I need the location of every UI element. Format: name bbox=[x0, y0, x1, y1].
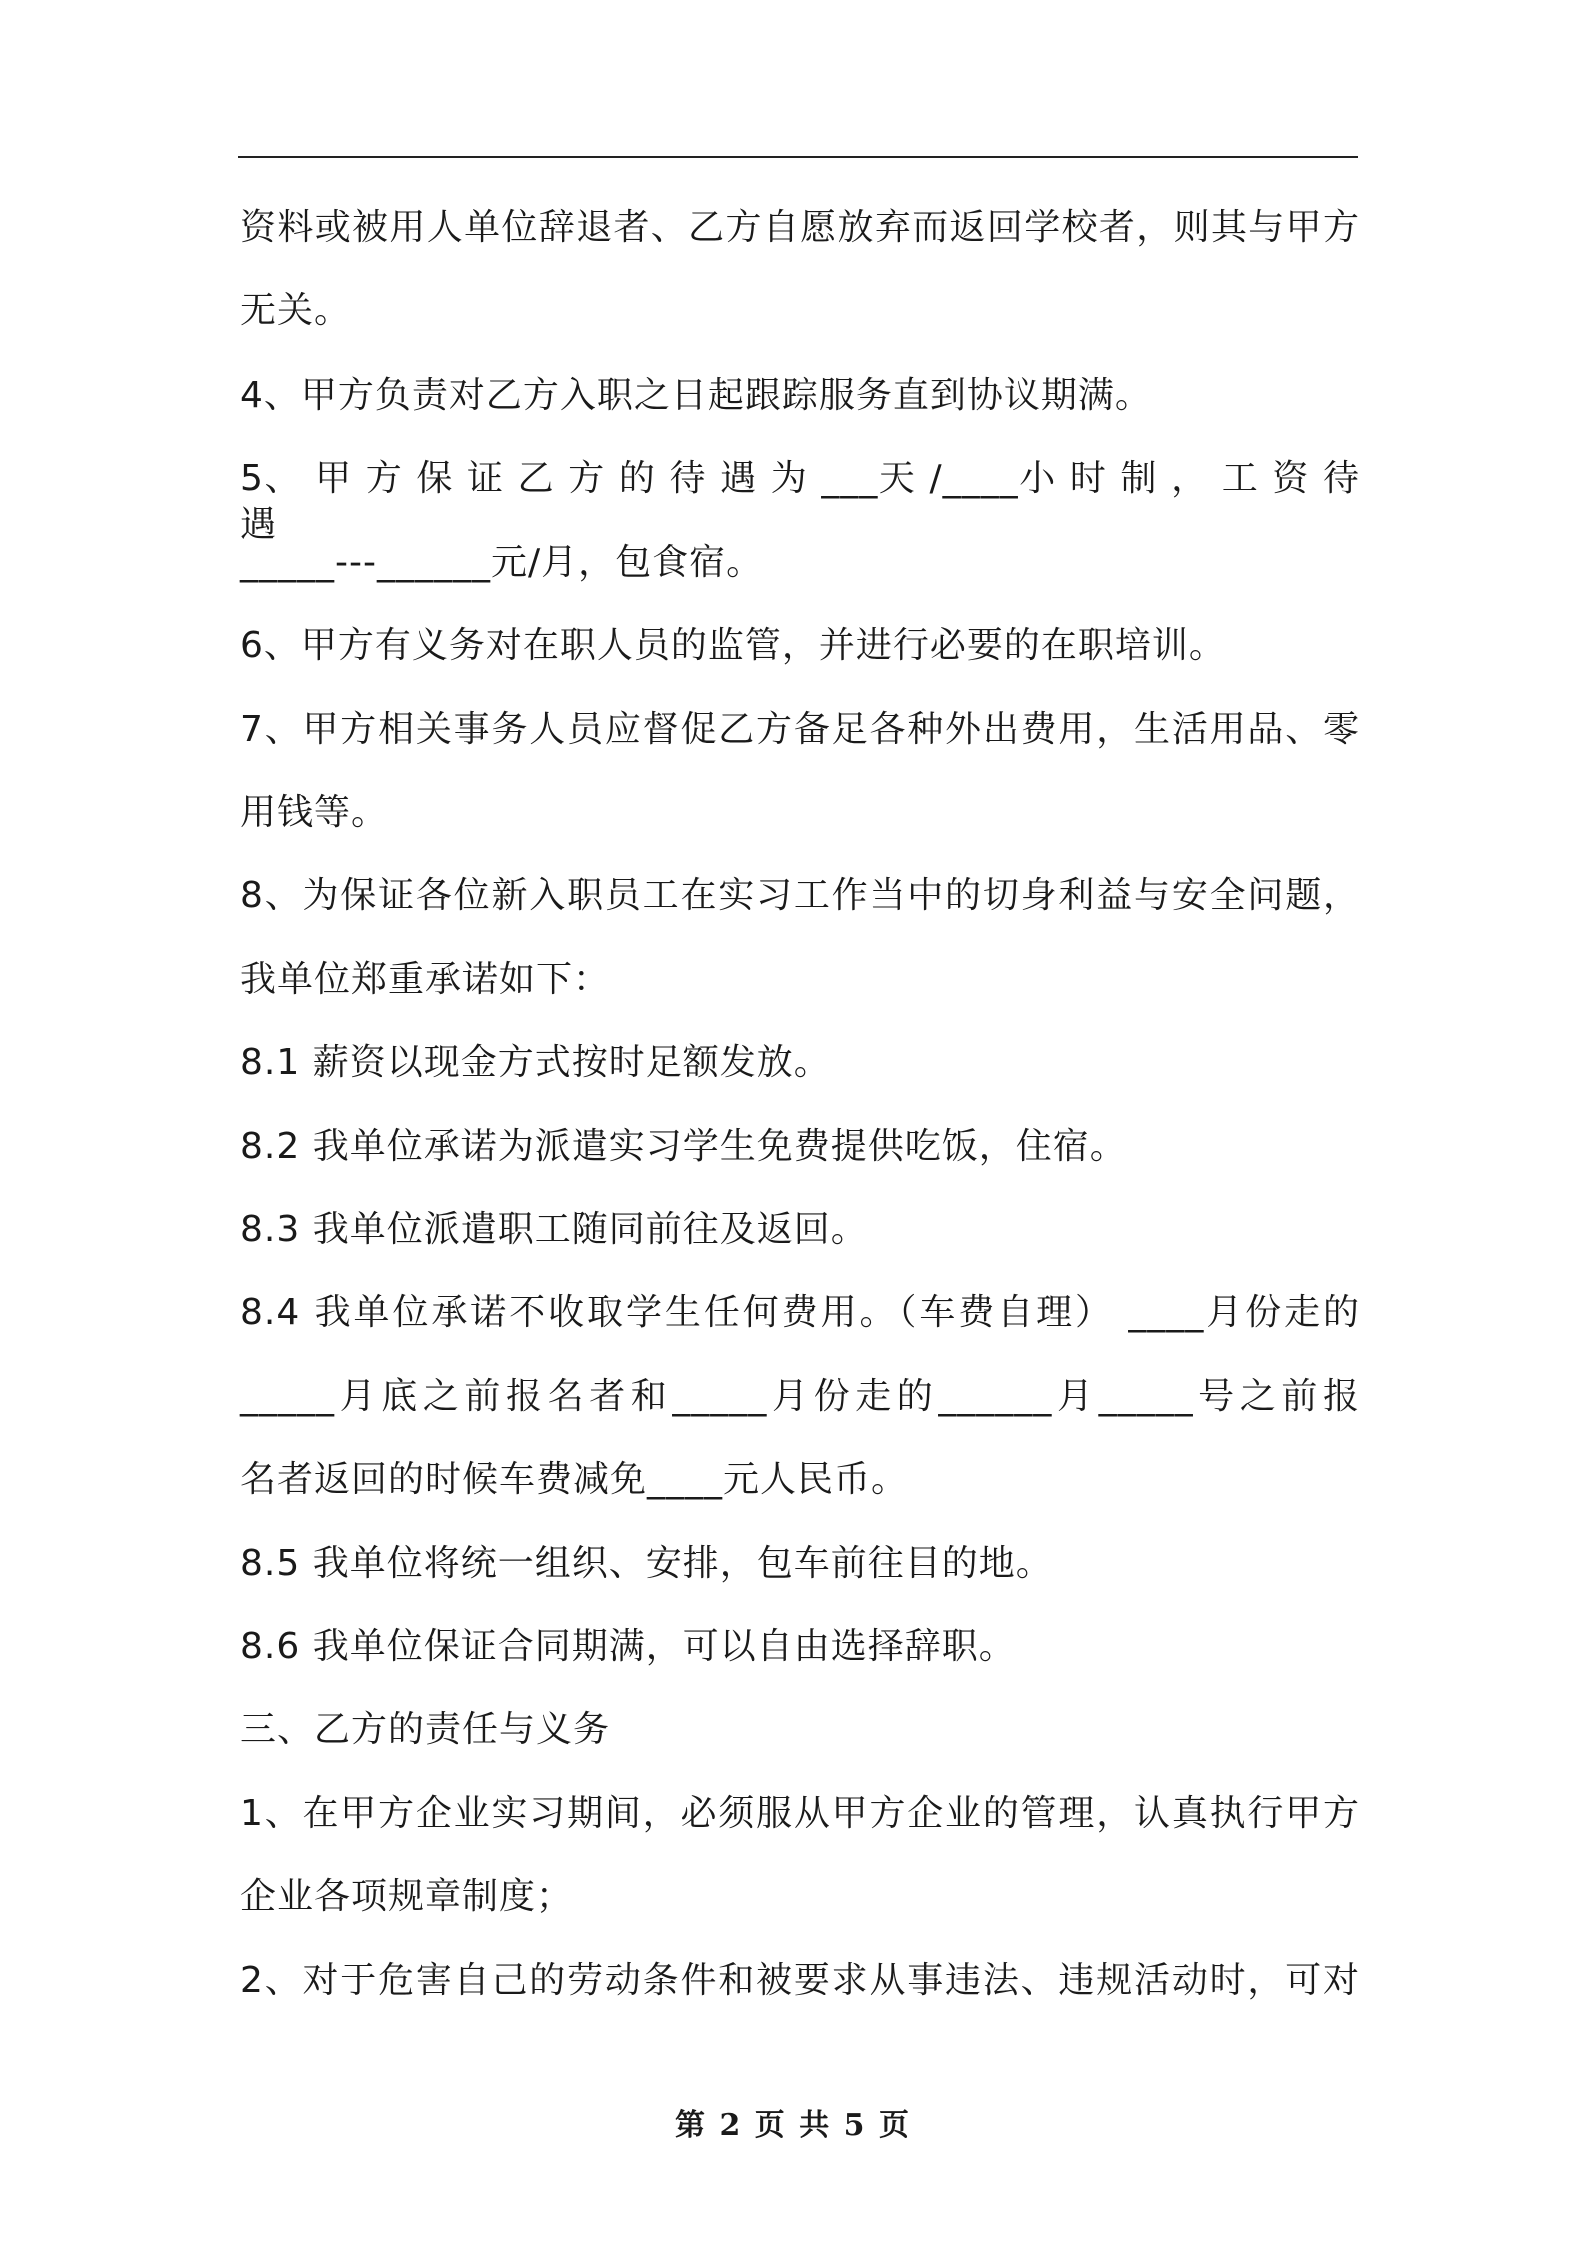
paragraph-line: 8.4 我单位承诺不收取学生任何费用。（车费自理） ____月份走的 bbox=[240, 1292, 1360, 1333]
page-number-footer: 第 2 页 共 5 页 bbox=[675, 2108, 911, 2143]
header-rule bbox=[238, 156, 1358, 158]
paragraph-line: _____月底之前报名者和_____月份走的______月_____号之前报 bbox=[240, 1376, 1360, 1417]
paragraph-line: 8.2 我单位承诺为派遣实习学生免费提供吃饭，住宿。 bbox=[240, 1126, 1127, 1167]
paragraph-line: 2、对于危害自己的劳动条件和被要求从事违法、违规活动时，可对 bbox=[240, 1960, 1360, 2001]
paragraph-line: 我单位郑重承诺如下： bbox=[240, 959, 611, 1000]
paragraph-line: 无关。 bbox=[240, 290, 352, 331]
paragraph-line: 名者返回的时候车费减免____元人民币。 bbox=[240, 1459, 909, 1500]
paragraph-line: 8、为保证各位新入职员工在实习工作当中的切身利益与安全问题， bbox=[240, 875, 1360, 916]
paragraph-line: 5、 甲 方 保 证 乙 方 的 待 遇 为 ___天 /____小 时 制 ， 工 资 待 遇 bbox=[240, 458, 1360, 545]
paragraph-line: 4、甲方负责对乙方入职之日起跟踪服务直到协议期满。 bbox=[240, 375, 1152, 416]
paragraph-line: 用钱等。 bbox=[240, 792, 389, 833]
paragraph-line: 6、甲方有义务对在职人员的监管，并进行必要的在职培训。 bbox=[240, 625, 1226, 666]
paragraph-line: 企业各项规章制度； bbox=[240, 1876, 574, 1917]
paragraph-line: 8.1 薪资以现金方式按时足额发放。 bbox=[240, 1042, 831, 1083]
paragraph-line: 资料或被用人单位辞退者、乙方自愿放弃而返回学校者，则其与甲方 bbox=[240, 207, 1360, 248]
paragraph-line: _____---______元/月，包食宿。 bbox=[240, 542, 764, 583]
paragraph-line: 7、甲方相关事务人员应督促乙方备足各种外出费用，生活用品、零 bbox=[240, 709, 1360, 750]
paragraph-line: 8.6 我单位保证合同期满，可以自由选择辞职。 bbox=[240, 1626, 1016, 1667]
paragraph-line: 1、在甲方企业实习期间，必须服从甲方企业的管理，认真执行甲方 bbox=[240, 1793, 1360, 1834]
paragraph-line: 8.3 我单位派遣职工随同前往及返回。 bbox=[240, 1209, 868, 1250]
section-heading: 三、乙方的责任与义务 bbox=[240, 1709, 611, 1750]
paragraph-line: 8.5 我单位将统一组织、安排，包车前往目的地。 bbox=[240, 1543, 1053, 1584]
